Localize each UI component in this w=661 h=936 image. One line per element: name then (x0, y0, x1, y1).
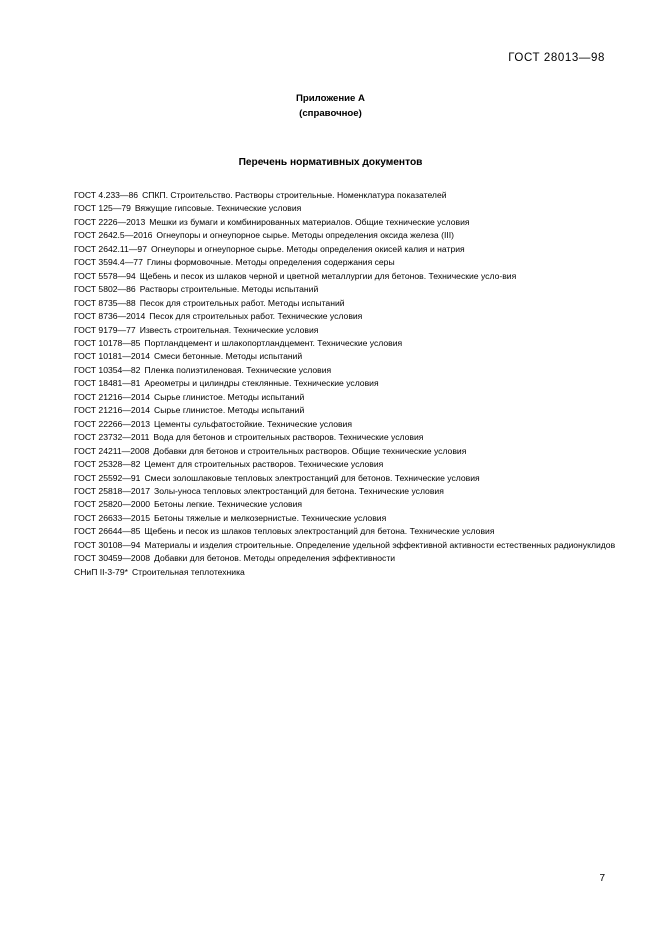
list-item (48, 270, 624, 283)
list-item (48, 377, 624, 390)
document-code: ГОСТ 24211—2008 (74, 445, 150, 456)
list-item (48, 566, 624, 579)
list-item (48, 525, 624, 538)
document-code: ГОСТ 3594.4—77 (74, 257, 143, 268)
page-title: Перечень нормативных документов (238, 157, 423, 168)
annex-subtitle: (справочное) (299, 108, 362, 119)
list-item (48, 418, 624, 431)
document-code: ГОСТ 10178—85 (74, 337, 141, 348)
annex-title: Приложение А (296, 93, 365, 104)
document-title: Смеси бетонные. Методы испытаний (154, 351, 303, 362)
list-item (48, 310, 624, 323)
list-item (48, 539, 624, 552)
document-code: ГОСТ 23732—2011 (74, 432, 150, 443)
document-title: Золы-уноса тепловых электростанций для бетона. Технические условия (154, 485, 444, 496)
list-item (48, 512, 624, 525)
document-title: Огнеупоры и огнеупорное сырье. Методы определения оксида железа (III) (156, 230, 454, 241)
document-title: Цемент для строительных растворов. Технические условия (144, 459, 384, 470)
document-code: ГОСТ 8736—2014 (74, 311, 146, 322)
document-title: Известь строительная. Технические условия (139, 324, 319, 335)
document-code: ГОСТ 21216—2014 (74, 391, 151, 402)
list-item (48, 297, 624, 310)
document-title: Портландцемент и шлакопортландцемент. Технические условия (144, 337, 403, 348)
document-code: ГОСТ 2642.11—97 (74, 243, 147, 254)
document-code: ГОСТ 26633—2015 (74, 512, 151, 523)
document-code: ГОСТ 25592—91 (74, 472, 141, 483)
list-item (48, 431, 624, 444)
document-title: Цементы сульфатостойкие. Технические условия (154, 418, 352, 429)
document-title: Пленка полиэтиленовая. Технические условия (144, 364, 332, 375)
list-item (48, 202, 624, 215)
document-title: Смеси золошлаковые тепловых электростанций для бетонов. Технические условия (144, 472, 480, 483)
document-code: ГОСТ 5578—94 (74, 270, 136, 281)
document-code: ГОСТ 25820—2000 (74, 499, 151, 510)
document-code: ГОСТ 10181—2014 (74, 351, 151, 362)
document-title: Сырье глинистое. Методы испытаний (154, 391, 305, 402)
document-code: ГОСТ 26644—85 (74, 526, 141, 537)
document-code: ГОСТ 21216—2014 (74, 405, 151, 416)
normative-documents-list (48, 189, 624, 579)
list-item (48, 229, 624, 242)
list-item (48, 552, 624, 565)
document-code: ГОСТ 22266—2013 (74, 418, 151, 429)
document-title: Бетоны тяжелые и мелкозернистые. Технические условия (154, 512, 387, 523)
document-title: Сырье глинистое. Методы испытаний (154, 405, 305, 416)
document-title: Щебень и песок из шлаков тепловых электростанций для бетона. Технические условия (144, 526, 495, 537)
list-item (48, 283, 624, 296)
list-item (48, 243, 624, 256)
document-title: Строительная теплотехника (131, 566, 245, 577)
list-item (48, 216, 624, 229)
list-item (48, 445, 624, 458)
document-code: ГОСТ 2642.5—2016 (74, 230, 153, 241)
document-title: Песок для строительных работ. Методы испытаний (139, 297, 345, 308)
document-code: ГОСТ 5802—86 (74, 284, 136, 295)
document-code: ГОСТ 10354—82 (74, 364, 141, 375)
document-code: ГОСТ 125—79 (74, 203, 131, 214)
list-item (48, 364, 624, 377)
list-item (48, 350, 624, 363)
list-item (48, 498, 624, 511)
document-title: Ареометры и цилиндры стеклянные. Технические условия (144, 378, 379, 389)
document-title: Бетоны легкие. Технические условия (154, 499, 303, 510)
list-item (48, 391, 624, 404)
list-item (48, 324, 624, 337)
document-title: Добавки для бетонов и строительных растворов. Общие технические условия (153, 445, 467, 456)
document-title: Щебень и песок из шлаков черной и цветной металлургии для бетонов. Технические усло-вия (139, 270, 517, 281)
list-item (48, 472, 624, 485)
document-code: ГОСТ 30459—2008 (74, 553, 151, 564)
document-code: ГОСТ 4.233—86 (74, 190, 139, 200)
page-number: 7 (599, 873, 605, 884)
list-item (48, 485, 624, 498)
document-title: Огнеупоры и огнеупорное сырье. Методы определения окисей калия и натрия (151, 243, 465, 254)
document-code: ГОСТ 9179—77 (74, 324, 136, 335)
list-item (48, 458, 624, 471)
list-item (48, 189, 624, 202)
annex-heading (0, 91, 661, 121)
list-item (48, 404, 624, 417)
document-code: ГОСТ 25818—2017 (74, 485, 151, 496)
document-title: Вода для бетонов и строительных растворов. Технические условия (153, 432, 424, 443)
list-item (48, 256, 624, 269)
document-title: Растворы строительные. Методы испытаний (139, 284, 319, 295)
document-code: ГОСТ 25328—82 (74, 459, 141, 470)
list-item (48, 337, 624, 350)
standard-number-header: ГОСТ 28013—98 (508, 52, 605, 64)
document-title: СПКП. Строительство. Растворы строительные. Номенклатура показателей (142, 190, 447, 200)
document-title: Песок для строительных работ. Технические условия (149, 311, 363, 322)
document-code: ГОСТ 18481—81 (74, 378, 141, 389)
document-code: ГОСТ 30108—94 (74, 539, 141, 550)
document-title: Глины формовочные. Методы определения содержания серы (146, 257, 395, 268)
document-code: СНиП II-3-79* (74, 566, 128, 577)
document-code: ГОСТ 2226—2013 (74, 216, 146, 227)
document-title: Материалы и изделия строительные. Определение удельной эффективной активности естественных радионуклидов (144, 539, 616, 550)
document-title: Добавки для бетонов. Методы определения эффективности (154, 553, 396, 564)
document-title: Мешки из бумаги и комбинированных материалов. Общие технические условия (149, 216, 470, 227)
document-title: Вяжущие гипсовые. Технические условия (134, 203, 302, 214)
document-code: ГОСТ 8735—88 (74, 297, 136, 308)
